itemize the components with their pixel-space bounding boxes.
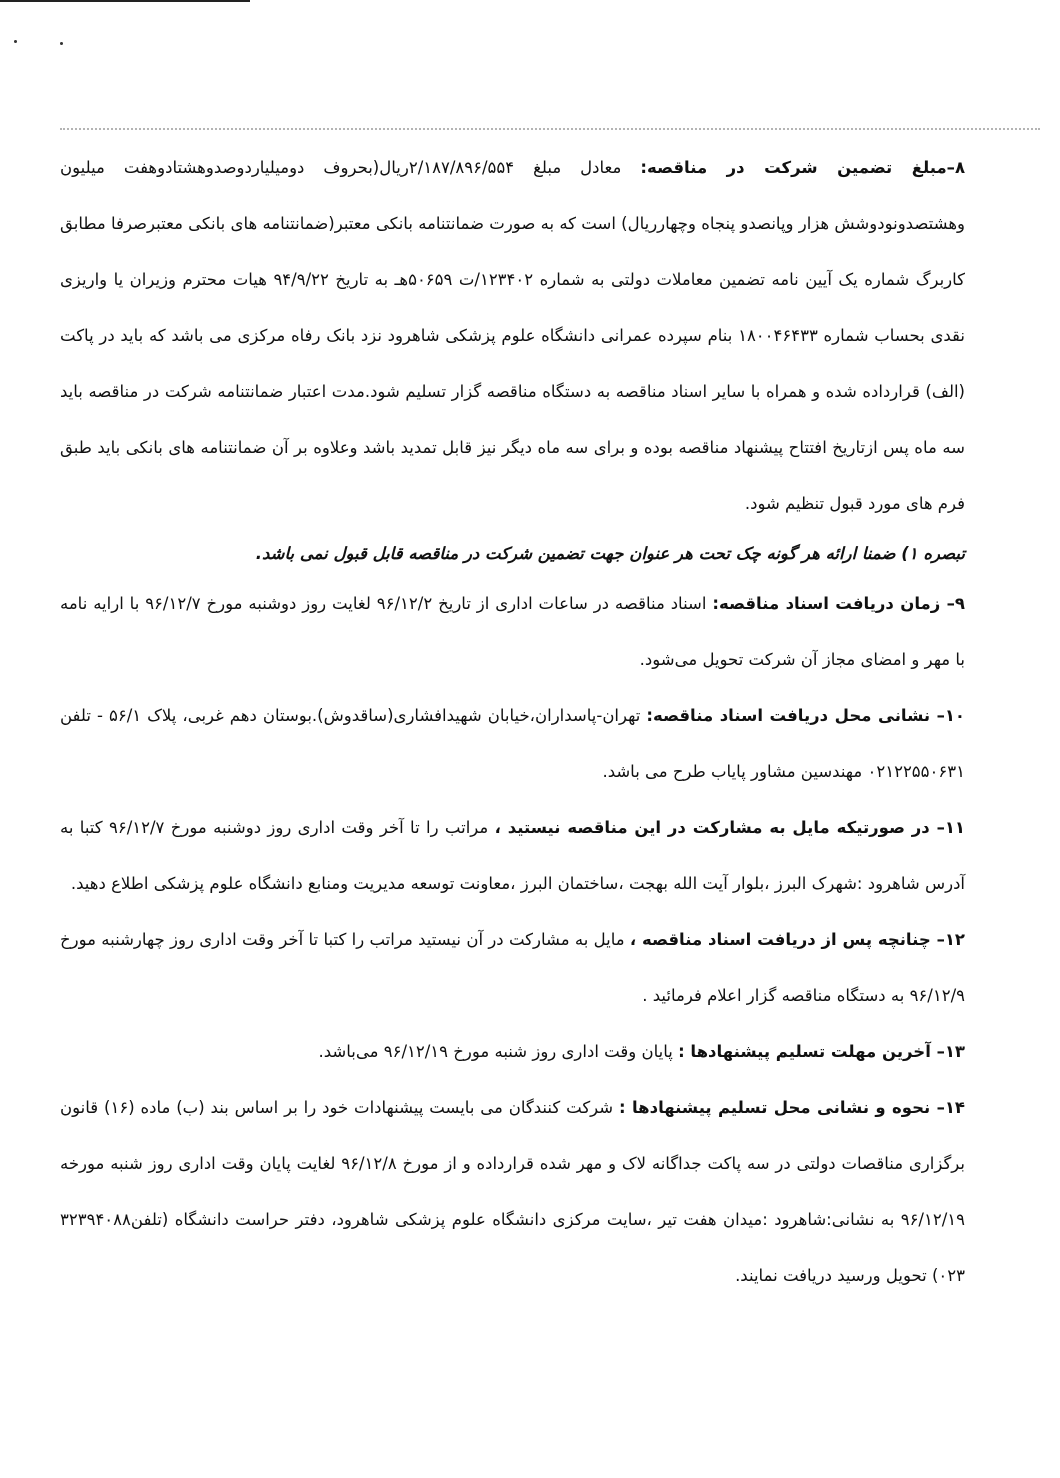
section-12-text: مایل به مشارکت در آن نیستید مراتب را کتبا تا آخر وقت اداری روز چهارشنبه مورخ ۹۶/۱۲/۹ به دستگاه مناقصه گزار اعلام فرمائید . xyxy=(60,930,965,1005)
section-13 xyxy=(60,1024,965,1080)
section-12 xyxy=(60,912,965,1024)
section-13-text: پایان وقت اداری روز شنبه مورخ ۹۶/۱۲/۱۹ می‌باشد. xyxy=(318,1042,673,1061)
section-9-text: اسناد مناقصه در ساعات اداری از تاریخ ۹۶/۱۲/۲ لغایت روز دوشنبه مورخ ۹۶/۱۲/۷ با ارایه نامه با مهر و امضای مجاز آن شرکت تحویل می‌شود. xyxy=(60,594,965,669)
section-8-text: معادل مبلغ ۲/۱۸۷/۸۹۶/۵۵۴ریال(بحروف دومیلیاردوصدوهشتادوهفت میلیون وهشتصدونودوشش هزار وپانصدو پنجاه وچهارریال) است که به صورت ضمانتنامه بانکی معتبر(ضمانتنامه های بانکی معتبرصرفا مطابق کاربرگ شماره یک آیین نامه تضمین معاملات دولتی به شماره ۱۲۳۴۰۲/ت ۵۰۶۵۹هـ به تاریخ ۹۴/۹/۲۲ هیات محترم وزیران یا واریزی نقدی بحساب شماره ۱۸۰۰۴۶۴۳۳ بنام سپرده عمرانی دانشگاه علوم پزشکی شاهرود نزد بانک رفاه مرکزی می باشد که باید در پاکت (الف) قرارداده شده و همراه با سایر اسناد مناقصه به دستگاه مناقصه گزار تسلیم شود.مدت اعتبار ضمانتنامه شرکت در مناقصه باید سه ماه پس ازتاریخ افتتاح پیشنهاد مناقصه بوده و برای سه ماه دیگر نیز قابل تمدید باشد وعلاوه بر آن ضمانتنامه های بانکی باید طبق فرم های مورد قبول تنظیم شود. xyxy=(60,158,966,513)
note-1-text: تبصره ۱) ضمنا ارائه هر گونه چک تحت هر عنوان جهت تضمین شرکت در مناقصه قابل قبول نمی باشد. xyxy=(255,544,965,563)
section-8-title: ۸–مبلغ تضمین شرکت در مناقصه: xyxy=(640,158,966,177)
section-14-text: شرکت کنندگان می بایست پیشنهادات خود را بر اساس بند (ب) ماده (۱۶) قانون برگزاری مناقصات دولتی در سه پاکت جداگانه لاک و مهر شده قرارداده و از مورخ ۹۶/۱۲/۸ لغایت پایان وقت اداری روز شنبه مورخه ۹۶/۱۲/۱۹ به نشانی:شاهرود :میدان هفت تیر ،سایت مرکزی دانشگاه علوم پزشکی شاهرود، دفتر حراست دانشگاه (تلفن۳۲۳۹۴۰۸۸ ۰۲۳) تحویل ورسید دریافت نمایند. xyxy=(60,1098,965,1285)
section-10-title: ۱۰– نشانی محل دریافت اسناد مناقصه: xyxy=(646,706,965,725)
section-12-title: ۱۲– چنانچه پس از دریافت اسناد مناقصه ، xyxy=(629,930,965,949)
section-11-text: مراتب را تا آخر وقت اداری روز دوشنبه مورخ ۹۶/۱۲/۷ کتبا به آدرس شاهرود :شهرک البرز ،بلوار آیت الله بهجت ،ساختمان البرز ،معاونت توسعه مدیریت ومنابع دانشگاه علوم پزشکی اطلاع دهید. xyxy=(60,818,965,893)
section-10-text: تهران-پاسداران،خیابان شهیدافشاری(ساقدوش).بوستان دهم غربی، پلاک ۵۶/۱ - تلفن ۰۲۱۲۲۵۵۰۶۳۱ مهندسین مشاور پایاب طرح می باشد. xyxy=(60,706,965,781)
section-14-title: ۱۴– نحوه و نشانی محل تسلیم پیشنهادها : xyxy=(619,1098,966,1117)
section-13-title: ۱۳– آخرین مهلت تسلیم پیشنهادها : xyxy=(678,1042,965,1061)
scan-speck xyxy=(14,40,17,43)
scan-top-line xyxy=(0,0,250,2)
faded-header-line xyxy=(60,128,1040,130)
section-11-title: ۱۱– در صورتیکه مایل به مشارکت در این مناقصه نیستید ، xyxy=(494,818,965,837)
section-8 xyxy=(60,140,965,532)
scan-speck xyxy=(60,42,63,45)
document-body xyxy=(60,140,965,1304)
section-10 xyxy=(60,688,965,800)
section-9 xyxy=(60,576,965,688)
section-9-title: ۹– زمان دریافت اسناد مناقصه: xyxy=(712,594,965,613)
section-14 xyxy=(60,1080,965,1304)
note-1 xyxy=(60,532,965,576)
section-11 xyxy=(60,800,965,912)
